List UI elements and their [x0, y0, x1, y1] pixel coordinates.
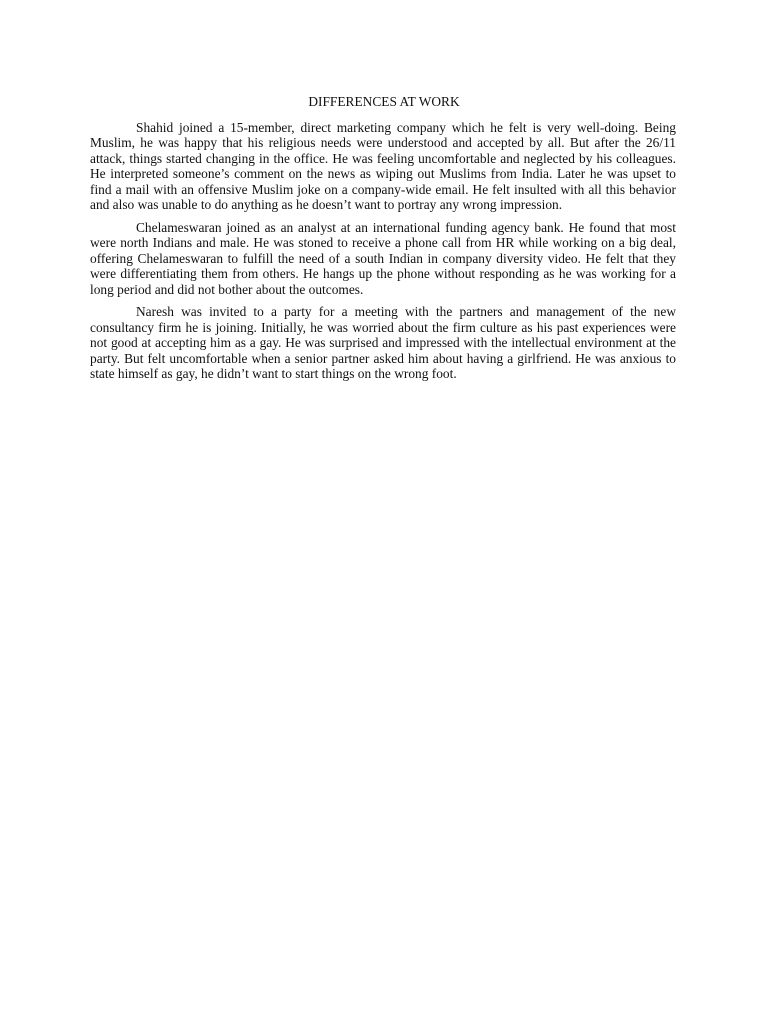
paragraph-chelameswaran: Chelameswaran joined as an analyst at an international funding agency bank. He found that most were north Indians and male. He was stoned to receive a phone call from HR while working on a big deal, offering Chelameswaran to fulfill the need of a south Indian in company diversity video. He felt that they were differentiating them from others. He hangs up the phone without responding as he was working for a long period and did not bother about the outcomes. — [90, 219, 676, 297]
document-title: DIFFERENCES AT WORK — [308, 94, 460, 109]
paragraph-naresh: Naresh was invited to a party for a meeting with the partners and management of the new consultancy firm he is joining. Initially, he was worried about the firm culture as his past experiences were not good at accepting him as a gay. He was surprised and impressed with the intellectual environment at the party. But felt uncomfortable when a senior partner asked him about having a girlfriend. He was anxious to state himself as gay, he didn’t want to start things on the wrong foot. — [90, 304, 676, 382]
paragraph-shahid: Shahid joined a 15-member, direct marketing company which he felt is very well-doing. Being Muslim, he was happy that his religious needs were understood and accepted by all. But after the 26/11 attack, things started changing in the office. He was feeling uncomfortable and neglected by his colleagues. He interpreted someone’s comment on the news as wiping out Muslims from India. Later he was upset to find a mail with an offensive Muslim joke on a company-wide email. He felt insulted with all this behavior and also was unable to do anything as he doesn’t want to portray any wrong impression. — [90, 120, 676, 213]
document-body — [90, 120, 676, 389]
